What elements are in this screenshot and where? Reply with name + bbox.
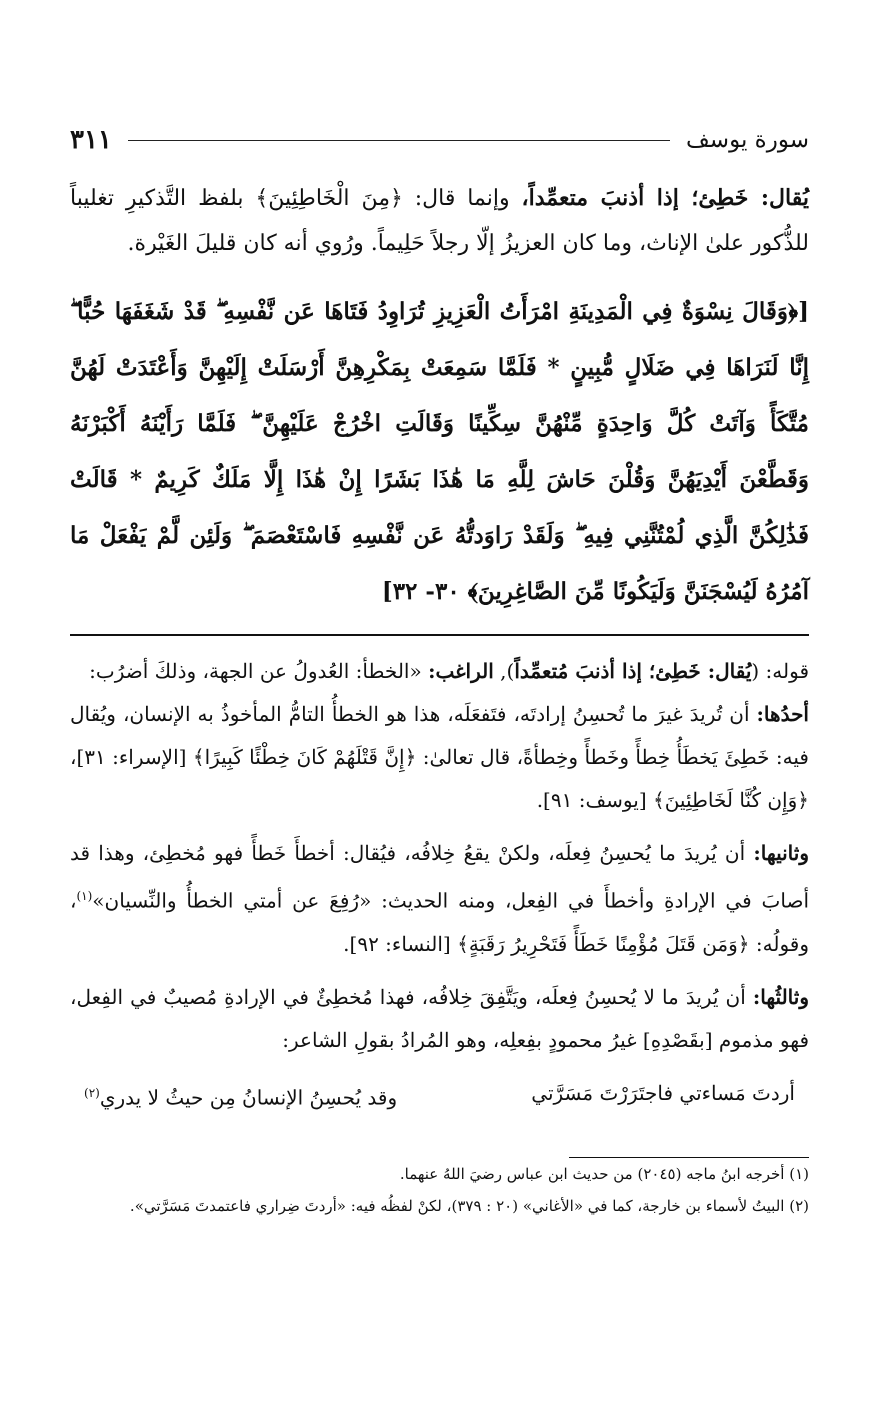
commentary-definition: «الخطأ: العُدولُ عن الجهة، وذلكَ أضرُب: (89, 659, 429, 683)
commentary-quoted-term: يُقال: خَطِئ؛ إذا أذنبَ مُتعمِّداً (514, 659, 752, 683)
intro-paragraph (70, 176, 809, 266)
commentary-paragraph-1 (70, 650, 809, 693)
section-divider (70, 634, 809, 636)
poetry-hemistich-2-wrap (84, 1072, 397, 1120)
first-type-label: أحدُها: (756, 702, 809, 726)
poetry-verse (70, 1072, 809, 1120)
third-type-label: وثالثُها: (752, 984, 809, 1009)
commentary-mid: ), (493, 659, 515, 683)
book-page (70, 118, 809, 1372)
surah-title: سورة يوسف (686, 127, 809, 153)
intro-lead: يُقال: خَطِئ؛ إذا أذنبَ متعمِّداً، (521, 185, 809, 211)
commentary-paragraph-2 (70, 693, 809, 822)
second-type-text: أن يُريدَ ما يُحسِنُ فِعلَه، ولكنْ يقعُ خِلافُه، فيُقال: أخطأَ خَطأً فهو مُخطِئ، وهذا قد أصابَ في الإرادةِ وأخطأَ في الفِعل، ومنه الحديث: «رُفِعَ عن أمتي الخطأُ والنِّسيان» (70, 841, 809, 913)
poetry-hemistich-2: وقد يُحسِنُ الإنسانُ مِن حيثُ لا يدري (99, 1085, 398, 1110)
second-type-tail: ، وقولُه: ﴿وَمَن قَتَلَ مُؤْمِنًا خَطَأً فَتَحْرِيرُ رَقَبَةٍ﴾ [النساء: ٩٢]. (70, 888, 809, 956)
running-header (70, 118, 809, 162)
footnote-2: (٢) البيتُ لأسماء بن خارجة، كما في «الأغاني» (٢٠ : ٣٧٩)، لكنْ لفظُه فيه: «أردتَ ضِراري فاعتمدتَ مَسَرَّتي». (129, 1197, 809, 1216)
commentary-paragraph-3 (70, 832, 809, 966)
header-rule (128, 140, 670, 141)
page-number: ٣١١ (70, 125, 112, 155)
footnote-ref-2: (٢) (84, 1085, 100, 1100)
second-type-label: وثانيها: (753, 841, 809, 865)
footnote-ref-1: (١) (76, 889, 93, 903)
poetry-hemistich-1: أردتَ مَساءتي فاجتَرَرْتَ مَسَرَّتي (531, 1080, 795, 1105)
first-type-text: أن تُريدَ غيرَ ما تُحسِنُ إرادتَه، فتَفعَلَه، هذا هو الخطأُ التامُّ المأخوذُ به الإنسان، ويُقال فيه: خَطِئَ يَخطَأُ خِطأً وخَطأً وخِطأةً، قال تعالىٰ: ﴿إِنَّ قَتْلَهُمْ كَانَ خِطْئًا كَبِيرًا﴾ [الإسراء: ٣١]، ﴿وَإِن كُنَّا لَخَاطِئِينَ﴾ [يوسف: ٩١]. (70, 702, 809, 812)
third-type-text: أن يُريدَ ما لا يُحسِنُ فِعلَه، ويَتَّفِقَ خِلافُه، فهذا مُخطِئٌ في الإرادةِ مُصيبٌ في الفِعل، فهو مذموم [بقَصْدِهِ] غيرُ محمودٍ بفِعلِه، وهو المُرادُ بقولِ الشاعر: (70, 984, 809, 1052)
commentary-ragib: الراغب: (428, 659, 494, 683)
commentary-prefix: قوله: ( (751, 659, 809, 683)
footnote-1: (١) أخرجه ابنُ ماجه (٢٠٤٥) من حديث ابن عباس رضيَ اللهُ عنهما. (399, 1165, 809, 1184)
quran-verses: [﴿وَقَالَ نِسْوَةٌ فِي الْمَدِينَةِ امْرَأَتُ الْعَزِيزِ تُرَاوِدُ فَتَاهَا عَن نَّفْسِهِ ۖ قَدْ شَغَفَهَا حُبًّا ۖ إِنَّا لَنَرَاهَا فِي ضَلَالٍ مُّبِينٍ * فَلَمَّا سَمِعَتْ بِمَكْرِهِنَّ أَرْسَلَتْ إِلَيْهِنَّ وَأَعْتَدَتْ لَهُنَّ مُتَّكَأً وَآتَتْ كُلَّ وَاحِدَةٍ مِّنْهُنَّ سِكِّينًا وَقَالَتِ اخْرُجْ عَلَيْهِنَّ ۖ فَلَمَّا رَأَيْنَهُ أَكْبَرْنَهُ وَقَطَّعْنَ أَيْدِيَهُنَّ وَقُلْنَ حَاشَ لِلَّهِ مَا هَٰذَا بَشَرًا إِنْ هَٰذَا إِلَّا مَلَكٌ كَرِيمٌ * قَالَتْ فَذَٰلِكُنَّ الَّذِي لُمْتُنَّنِي فِيهِ ۖ وَلَقَدْ رَاوَدتُّهُ عَن نَّفْسِهِ فَاسْتَعْصَمَ ۖ وَلَئِن لَّمْ يَفْعَلْ مَا آمُرُهُ لَيُسْجَنَنَّ وَلَيَكُونًا مِّنَ الصَّاغِرِينَ﴾ ٣٠- ٣٢] (70, 298, 809, 605)
commentary-paragraph-4 (70, 976, 809, 1062)
intro-rest: وإنما قال: ﴿مِنَ الْخَاطِئِينَ﴾ بلفظ التَّذكيرِ تغليباً للذُّكور علىٰ الإناث، وما كان العزيزُ إلّا رجلاً حَلِيماً. ورُوي أنه كان قليلَ الغَيْرة. (70, 186, 809, 256)
